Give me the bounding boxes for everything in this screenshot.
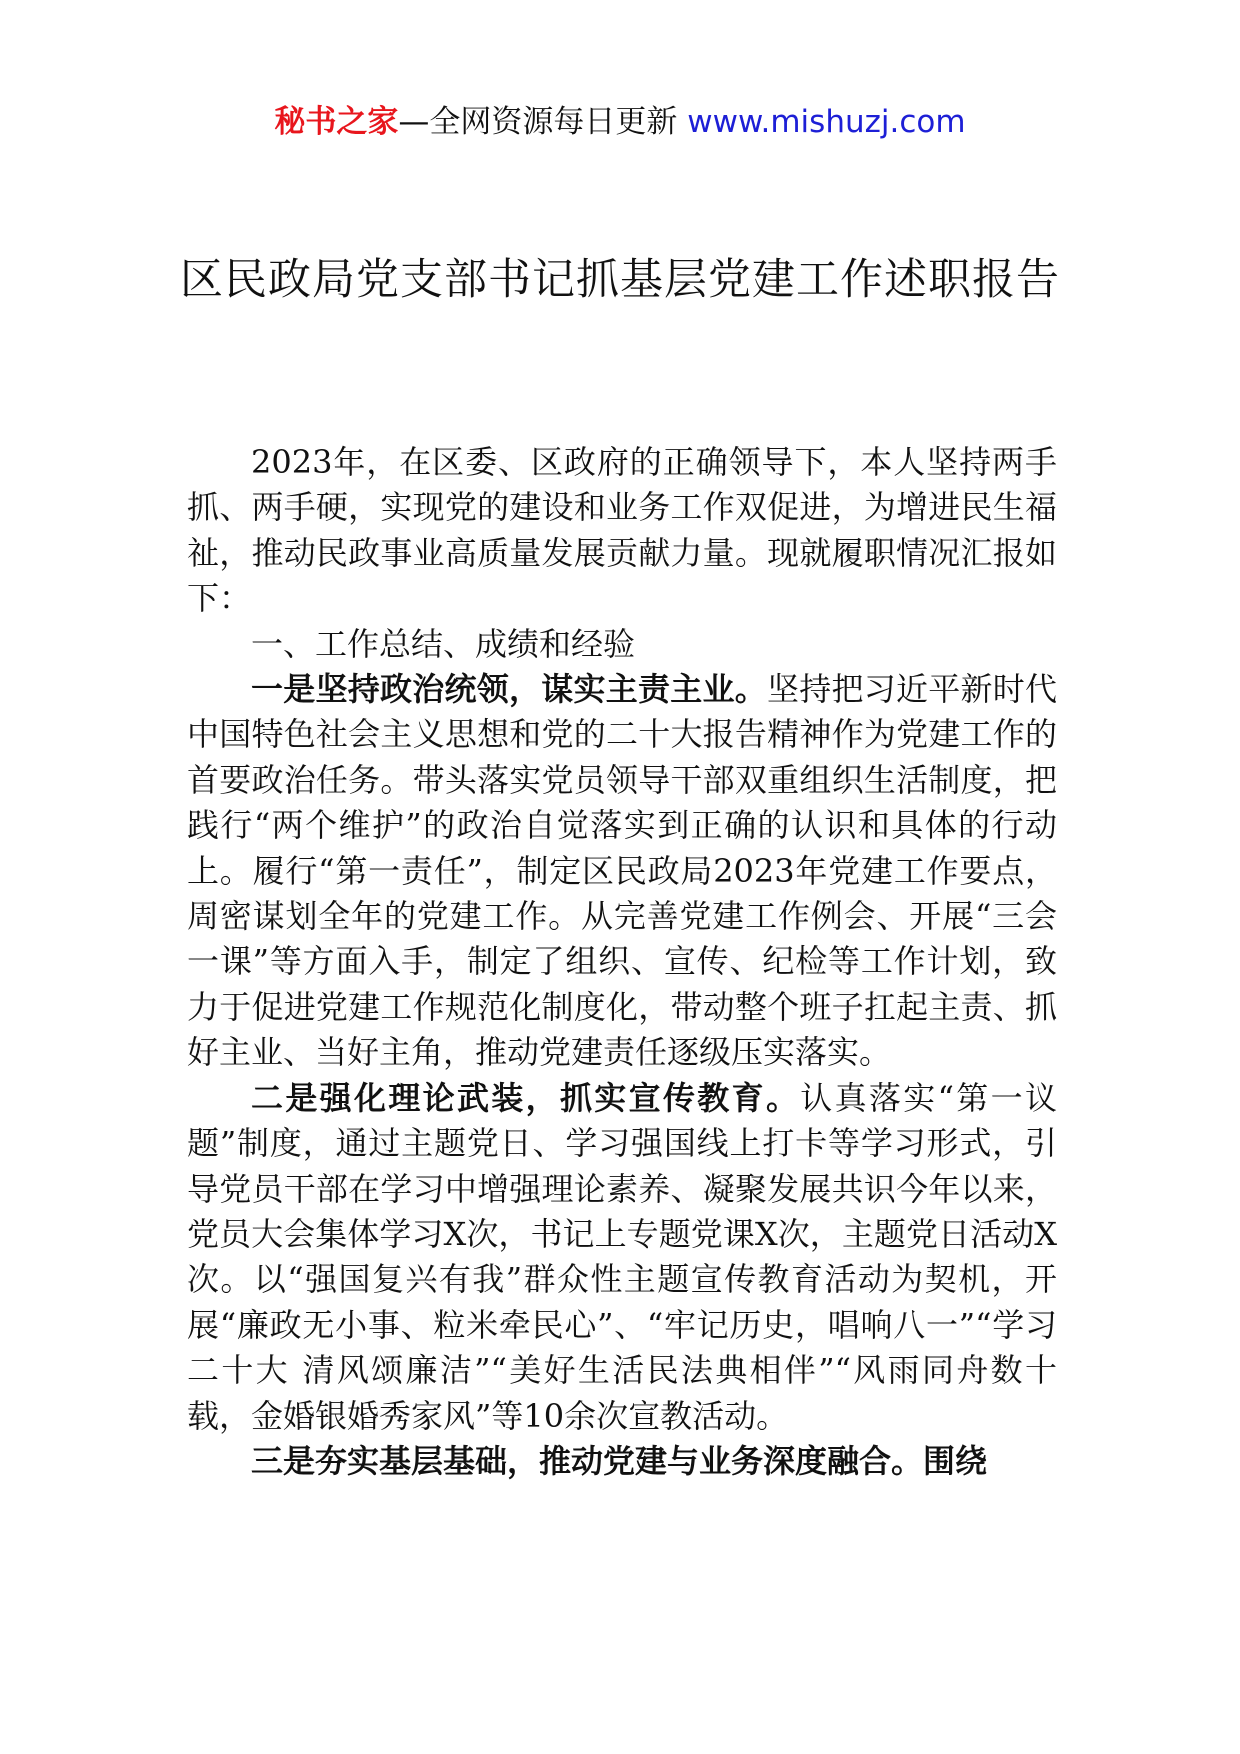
item-1-lead: 一是坚持政治统领，谋实主责主业。: [251, 670, 767, 709]
site-url-link[interactable]: www.mishuzj.com: [687, 104, 966, 140]
item-2-lead: 二是强化理论武装，抓实宣传教育。: [251, 1078, 801, 1117]
site-banner: [0, 100, 1240, 144]
document-title: 区民政局党支部书记抓基层党建工作述职报告: [180, 255, 1060, 305]
paragraph-item-3: [187, 1439, 1057, 1484]
banner-slogan: —全网资源每日更新: [398, 104, 688, 140]
section-heading: 一、工作总结、成绩和经验: [251, 624, 636, 663]
document-body: [187, 440, 1057, 1484]
item-3-lead: 三是夯实基层基础，推动党建与业务深度融合。围绕: [251, 1441, 988, 1480]
brand-name: 秘书之家: [274, 104, 399, 140]
item-2-text: 认真落实“第一议题”制度，通过主题党日、学习强国线上打卡等学习形式，引导党员干部在学习中增强理论素养、凝聚发展共识今年以来，党员大会集体学习X次，书记上专题党课X次，主题党日活动X次。以“强国复兴有我”群众性主题宣传教育活动为契机，开展“廉政无小事、粒米牵民心”、“牢记历史，唱响八一”“学习二十大 清风颂廉洁”“美好生活民法典相伴”“风雨同舟数十载，金婚银婚秀家风”等10余次宣教活动。: [187, 1078, 1057, 1435]
item-1-text: 坚持把习近平新时代中国特色社会主义思想和党的二十大报告精神作为党建工作的首要政治任务。带头落实党员领导干部双重组织生活制度，把践行“两个维护”的政治自觉落实到正确的认识和具体的行动上。履行“第一责任”，制定区民政局2023年党建工作要点，周密谋划全年的党建工作。从完善党建工作例会、开展“三会一课”等方面入手，制定了组织、宣传、纪检等工作计划，致力于促进党建工作规范化制度化，带动整个班子扛起主责、抓好主业、当好主角，推动党建责任逐级压实落实。: [187, 670, 1057, 1072]
paragraph-item-1: [187, 667, 1057, 1076]
intro-paragraph: 2023年，在区委、区政府的正确领导下，本人坚持两手抓、两手硬，实现党的建设和业务工作双促进，为增进民生福祉，推动民政事业高质量发展贡献力量。现就履职情况汇报如下：: [187, 443, 1057, 618]
paragraph-item-2: [187, 1076, 1057, 1439]
